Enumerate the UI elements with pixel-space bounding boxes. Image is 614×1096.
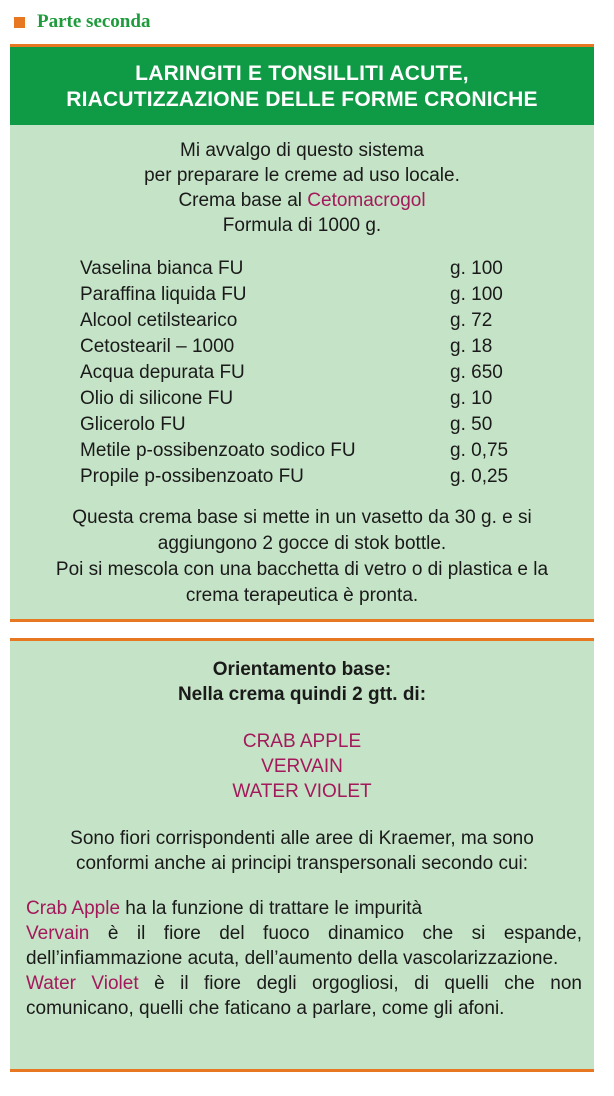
ingredient-name: Cetostearil – 1000 [80, 336, 235, 357]
flower-descriptions [26, 896, 582, 1021]
intro-text [10, 138, 594, 238]
flower-desc-text: è il fiore degli orgogliosi, di quelli che non comunicano, quelli che faticano a parlare, come gli afoni. [26, 973, 582, 1019]
flower-description [26, 921, 582, 971]
ingredient-qty: g. 0,25 [450, 466, 509, 487]
ingredient-name: Paraffina liquida FU [80, 284, 247, 305]
formula-row [80, 360, 594, 386]
ingredient-qty: g. 0,75 [450, 440, 509, 461]
formula-row [80, 256, 594, 282]
kraemer-text [10, 826, 594, 876]
ingredient-name: Vaselina bianca FU [80, 258, 244, 279]
orange-square-icon [14, 17, 25, 28]
ingredient-qty: g. 650 [450, 362, 503, 383]
flower-desc-name: Vervain [26, 923, 90, 944]
note-line: Poi si mescola con una bacchetta di vetro o di plastica e la [55, 559, 549, 580]
ingredient-qty: g. 10 [450, 388, 493, 409]
ingredient-qty: g. 100 [450, 284, 503, 305]
intro-prefix: Crema base al [178, 190, 308, 211]
flower-desc-text: ha la funzione di trattare le impurità [120, 898, 423, 919]
ingredient-name: Propile p-ossibenzoato FU [80, 466, 304, 487]
formula-row [80, 438, 594, 464]
formula-row [80, 308, 594, 334]
flower-desc-text: è il fiore del fuoco dinamico che si espande, dell’infiammazione acuta, dell’aumento della vascolarizzazione. [26, 923, 582, 969]
ingredient-qty: g. 100 [450, 258, 503, 279]
orientation-heading [10, 657, 594, 707]
preparation-notes [10, 505, 594, 609]
flower-list [10, 729, 594, 804]
ingredient-qty: g. 50 [450, 414, 493, 435]
ingredient-name: Alcool cetilstearico [80, 310, 238, 331]
section-header [14, 8, 150, 36]
kraemer-line: Sono fiori corrispondenti alle aree di Kraemer, ma sono [70, 828, 534, 849]
intro-line: Mi avvalgo di questo sistema [180, 140, 424, 161]
ingredient-name: Metile p-ossibenzoato sodico FU [80, 440, 356, 461]
formula-row [80, 282, 594, 308]
ingredient-name: Glicerolo FU [80, 414, 186, 435]
formula-row [80, 412, 594, 438]
section-label: Parte seconda [37, 11, 151, 32]
note-line: Questa crema base si mette in un vasetto da 30 g. e si [72, 507, 532, 528]
formula-row [80, 464, 594, 490]
flower-name: CRAB APPLE [242, 731, 362, 752]
intro-line: per preparare le creme ad uso locale. [144, 165, 460, 186]
flower-name: VERVAIN [261, 756, 343, 777]
note-line: aggiungono 2 gocce di stok bottle. [157, 533, 447, 554]
orientation-line: Nella crema quindi 2 gtt. di: [177, 684, 427, 705]
intro-line [10, 188, 594, 213]
note-line: crema terapeutica è pronta. [185, 585, 419, 606]
formula-list [80, 256, 594, 490]
intro-line: Formula di 1000 g. [222, 215, 382, 236]
ingredient-name: Olio di silicone FU [80, 388, 234, 409]
flower-description [26, 896, 582, 921]
cream-recipe-box [10, 44, 594, 622]
orientation-line: Orientamento base: [212, 659, 392, 680]
ingredient-name: Acqua depurata FU [80, 362, 245, 383]
kraemer-line: conformi anche ai principi transpersonali secondo cui: [75, 853, 529, 874]
box-title-line-2: RIACUTIZZAZIONE DELLE FORME CRONICHE [66, 88, 538, 111]
orientation-box [10, 638, 594, 1072]
ingredient-qty: g. 18 [450, 336, 493, 357]
cetomacrogol-highlight: Cetomacrogol [307, 190, 426, 211]
formula-row [80, 334, 594, 360]
box-title-bar [10, 47, 594, 125]
box-title-line-1: LARINGITI E TONSILLITI ACUTE, [135, 62, 469, 85]
ingredient-qty: g. 72 [450, 310, 493, 331]
flower-description [26, 971, 582, 1021]
flower-desc-name: Water Violet [26, 973, 139, 994]
flower-desc-name: Crab Apple [26, 898, 121, 919]
flower-name: WATER VIOLET [232, 781, 372, 802]
formula-row [80, 386, 594, 412]
